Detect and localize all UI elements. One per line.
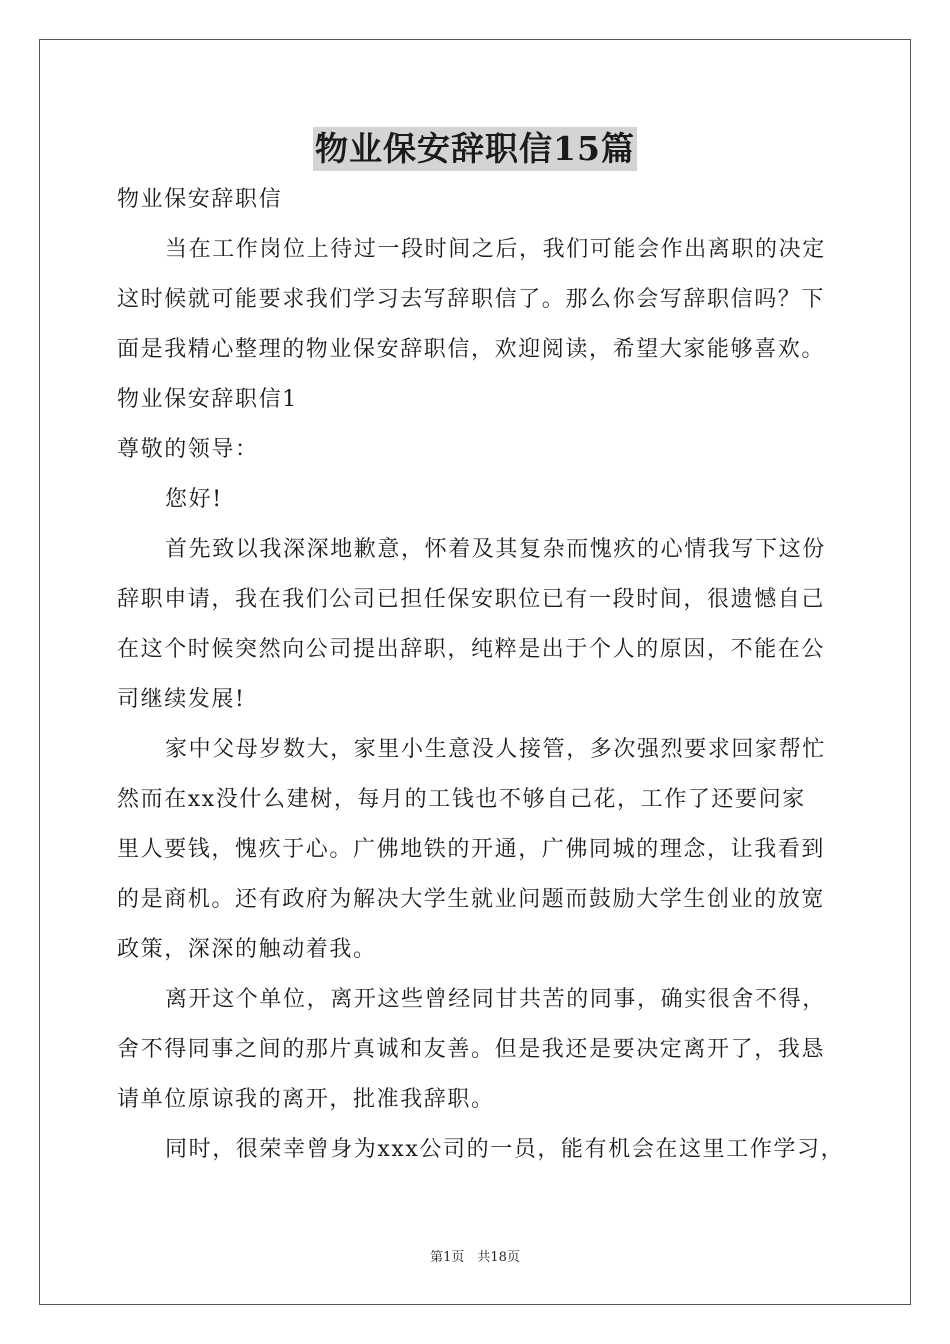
paragraph-line: 在这个时候突然向公司提出辞职，纯粹是出于个人的原因，不能在公 [117,637,826,662]
letter-heading: 物业保安辞职信1 [117,387,298,412]
greeting: 您好! [165,487,223,512]
paragraph-line: 家中父母岁数大，家里小生意没人接管，多次强烈要求回家帮忙 [165,737,826,762]
section-heading: 物业保安辞职信 [117,187,283,212]
page-number-footer: 第1页 共18页 [430,1250,520,1265]
paragraph-line: 面是我精心整理的物业保安辞职信，欢迎阅读，希望大家能够喜欢。 [117,337,826,362]
paragraph-line: 里人要钱，愧疚于心。广佛地铁的开通，广佛同城的理念，让我看到 [117,837,826,862]
paragraph-line: 首先致以我深深地歉意，怀着及其复杂而愧疚的心情我写下这份 [165,537,826,562]
paragraph-line: 当在工作岗位上待过一段时间之后，我们可能会作出离职的决定 [165,237,826,262]
paragraph-line: 然而在xx没什么建树，每月的工钱也不够自己花，工作了还要问家 [117,787,806,812]
paragraph-line: 司继续发展! [117,687,246,712]
title-container [0,127,950,171]
paragraph-line: 辞职申请，我在我们公司已担任保安职位已有一段时间，很遗憾自己 [117,587,826,612]
paragraph-line: 这时候就可能要求我们学习去写辞职信了。那么你会写辞职信吗？下 [117,287,826,312]
paragraph-line: 的是商机。还有政府为解决大学生就业问题而鼓励大学生创业的放宽 [117,887,826,912]
salutation: 尊敬的领导： [117,437,259,462]
document-body [117,175,845,1175]
paragraph-line: 请单位原谅我的离开，批准我辞职。 [117,1087,495,1112]
document-title: 物业保安辞职信15篇 [313,127,637,171]
paragraph-line: 舍不得同事之间的那片真诚和友善。但是我还是要决定离开了，我恳 [117,1037,826,1062]
paragraph-line: 政策，深深的触动着我。 [117,937,377,962]
paragraph-line: 离开这个单位，离开这些曾经同甘共苦的同事，确实很舍不得， [165,987,826,1012]
paragraph-line: 同时，很荣幸曾身为xxx公司的一员，能有机会在这里工作学习， [165,1137,845,1162]
